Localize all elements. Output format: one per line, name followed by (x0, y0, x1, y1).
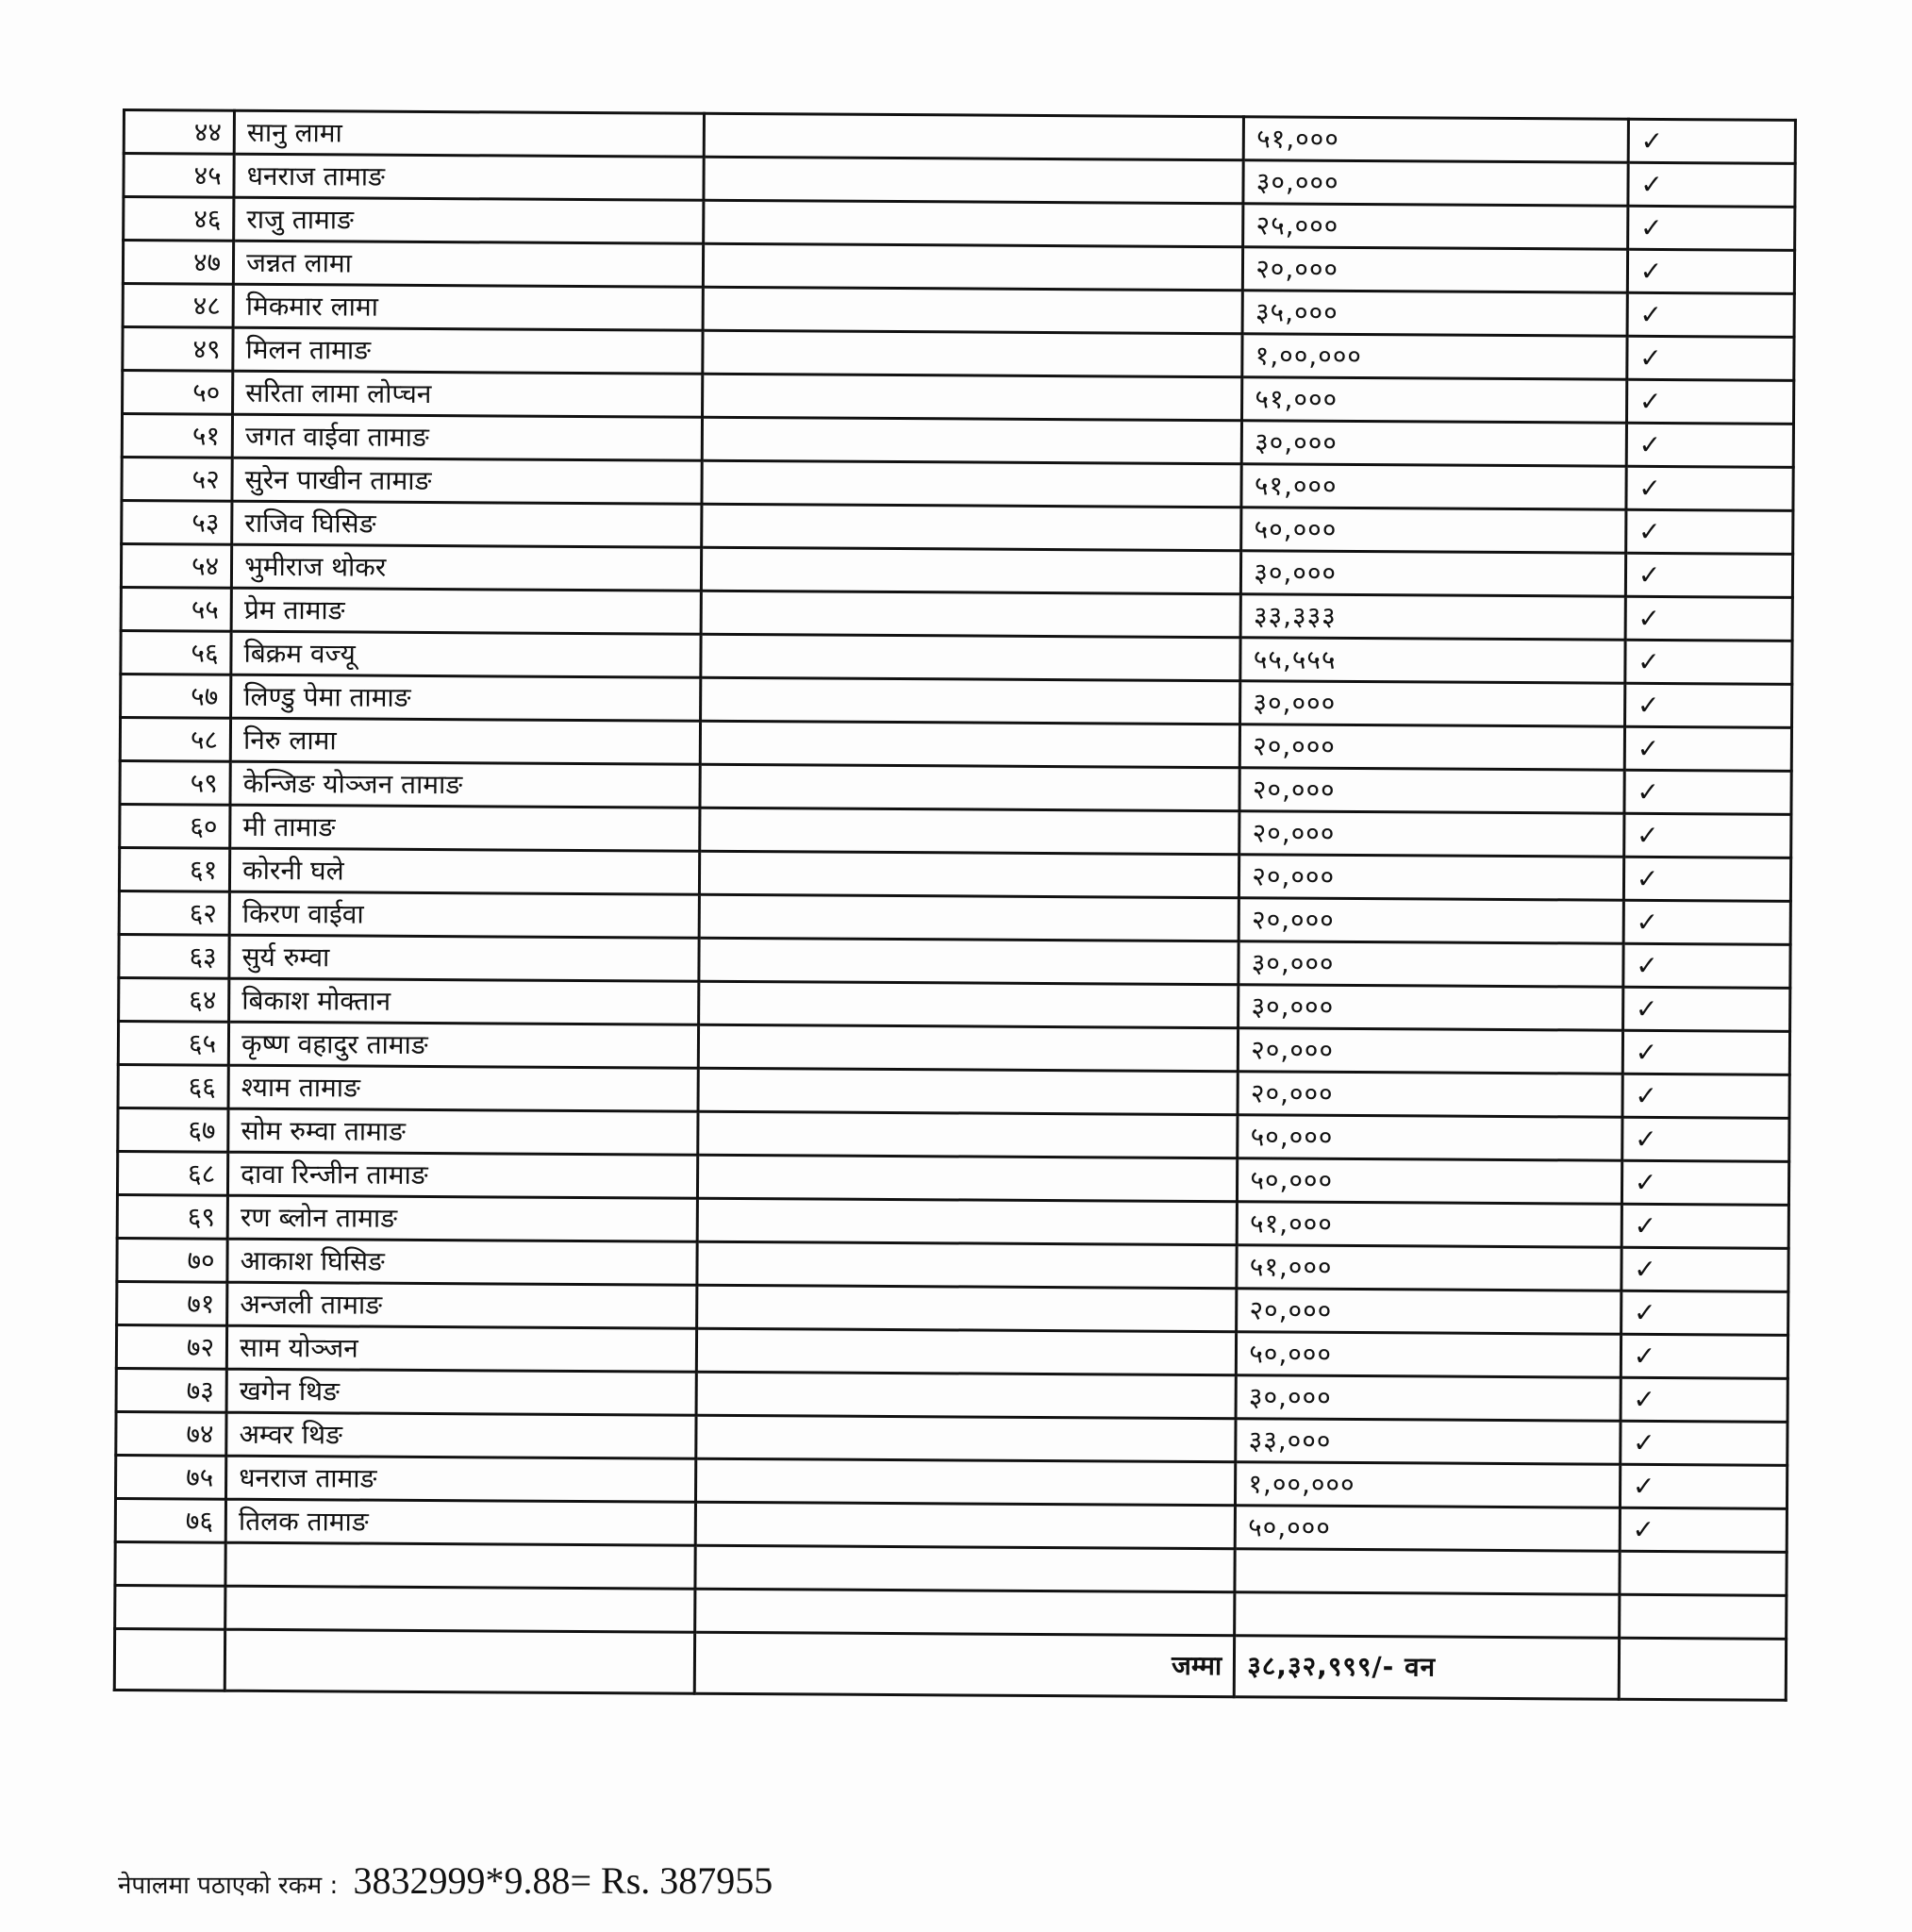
serial-number: ५५ (121, 587, 231, 631)
amount: २०,००० (1239, 1028, 1623, 1074)
blank-cell (704, 157, 1244, 203)
amount: ५०,००० (1238, 1158, 1622, 1204)
donor-name: दावा रिन्जीन तामाङ (228, 1152, 698, 1198)
check-icon: ✓ (1624, 770, 1792, 814)
amount: २०,००० (1238, 1072, 1622, 1117)
amount: ३०,००० (1241, 551, 1626, 596)
donor-name: कोरनी घले (230, 848, 700, 894)
amount: २०,००० (1239, 898, 1623, 943)
blank-cell (697, 1155, 1238, 1201)
donor-name: तिलक तामाङ (225, 1499, 695, 1545)
serial-number: ५१ (122, 414, 232, 458)
amount: ३०,००० (1240, 681, 1625, 726)
serial-number: ६४ (119, 977, 229, 1022)
serial-number: ७१ (117, 1281, 227, 1325)
blank-cell (703, 243, 1243, 290)
serial-number: ६३ (119, 934, 229, 978)
serial-number: ७० (117, 1238, 227, 1282)
donor-name: मिकमार लामा (233, 284, 703, 330)
amount: २५,००० (1243, 204, 1628, 249)
blank-cell (697, 1111, 1238, 1158)
donor-name: धनराज तामाङ (226, 1456, 696, 1502)
donor-name: लिण्डु पेमा तामाङ (231, 675, 701, 721)
amount: १,००,००० (1242, 334, 1627, 379)
check-icon: ✓ (1628, 119, 1796, 163)
total-value: ३८,३२,९९९/- वन (1235, 1636, 1620, 1699)
donor-name: राजिव घिसिङ (232, 501, 702, 547)
amount: ५०,००० (1238, 1115, 1622, 1160)
amount: ५०,००० (1236, 1506, 1621, 1551)
serial-number: ७६ (115, 1498, 225, 1542)
serial-number: ६८ (117, 1151, 227, 1195)
serial-number: ७५ (115, 1455, 225, 1499)
serial-number: ६७ (118, 1108, 228, 1152)
amount: ५१,००० (1244, 117, 1629, 162)
total-label: जम्मा (694, 1632, 1235, 1696)
amount: २०,००० (1239, 811, 1624, 857)
serial-number: ५९ (120, 760, 230, 805)
check-icon: ✓ (1621, 1334, 1788, 1378)
blank-cell (702, 460, 1242, 507)
check-icon: ✓ (1620, 1464, 1787, 1508)
blank-cell (695, 1502, 1236, 1548)
check-icon: ✓ (1622, 1030, 1790, 1074)
blank-cell (699, 851, 1239, 897)
donor-name: अन्जली तामाङ (227, 1282, 697, 1328)
check-icon: ✓ (1627, 336, 1795, 380)
amount: २०,००० (1239, 855, 1624, 900)
serial-number: ४४ (124, 110, 234, 155)
serial-number: ७२ (116, 1324, 226, 1369)
check-icon: ✓ (1627, 292, 1795, 337)
donor-name: मी तामाङ (230, 805, 700, 851)
serial-number: ५३ (122, 501, 232, 545)
donor-name: जन्नत लामा (233, 241, 703, 287)
blank-cell (703, 287, 1243, 333)
serial-number: ५४ (121, 544, 231, 589)
blank-cell (695, 1415, 1236, 1461)
donor-name: जगत वाईवा तामाङ (232, 414, 702, 460)
check-icon: ✓ (1621, 1160, 1789, 1205)
table-body (115, 110, 1795, 1553)
donor-name: भुमीराज थोकर (232, 544, 702, 591)
remittance-note (118, 1858, 773, 1903)
donor-name: प्रेम तामाङ (231, 588, 701, 634)
blank-cell (698, 1068, 1239, 1114)
check-icon: ✓ (1625, 509, 1793, 554)
check-icon: ✓ (1628, 162, 1796, 207)
check-icon: ✓ (1621, 1247, 1789, 1291)
check-icon: ✓ (1622, 987, 1790, 1031)
donor-name: राजु तामाङ (234, 197, 704, 243)
serial-number: ५८ (120, 717, 230, 761)
serial-number: ७३ (116, 1368, 226, 1412)
amount: ५१,००० (1237, 1202, 1621, 1247)
amount: १,००,००० (1236, 1462, 1621, 1507)
serial-number: ६६ (118, 1064, 228, 1108)
blank-cell (696, 1372, 1237, 1418)
amount: ३०,००० (1236, 1375, 1621, 1421)
serial-number: ४९ (123, 327, 233, 372)
serial-number: ४६ (124, 197, 234, 242)
check-icon: ✓ (1621, 1377, 1788, 1422)
donor-name: सुरेन पाखीन तामाङ (232, 458, 702, 504)
blank-cell (702, 330, 1242, 376)
check-icon: ✓ (1624, 726, 1792, 771)
blank-cell (701, 547, 1241, 593)
serial-number: ६० (120, 804, 230, 848)
serial-number: ६५ (118, 1021, 228, 1065)
donor-name: खगेन थिङ (226, 1369, 696, 1415)
serial-number: ६१ (119, 847, 229, 891)
serial-number: ५२ (122, 458, 232, 502)
blank-cell (699, 894, 1239, 941)
amount: ३०,००० (1239, 941, 1623, 987)
check-icon: ✓ (1625, 596, 1793, 641)
donor-name: सुर्य रुम्वा (229, 935, 699, 981)
serial-number: ५७ (121, 674, 231, 718)
blank-cell (697, 1241, 1238, 1288)
blank-cell (695, 1458, 1236, 1505)
donor-name: रण ब्लोन तामाङ (227, 1195, 697, 1241)
check-icon: ✓ (1625, 640, 1793, 684)
amount: २०,००० (1243, 247, 1628, 292)
check-icon: ✓ (1621, 1291, 1788, 1335)
donor-name: धनराज तामाङ (234, 154, 704, 200)
check-icon: ✓ (1622, 1074, 1790, 1118)
check-icon: ✓ (1626, 379, 1794, 424)
serial-number: ७४ (116, 1411, 226, 1456)
check-icon: ✓ (1627, 206, 1795, 250)
amount: ५०,००० (1241, 508, 1626, 553)
amount: ५१,००० (1242, 377, 1627, 423)
serial-number: ६९ (117, 1194, 227, 1239)
amount: ३३,००० (1236, 1419, 1621, 1464)
blank-cell (696, 1328, 1237, 1374)
blank-cell (703, 200, 1243, 246)
check-icon: ✓ (1623, 900, 1791, 944)
amount: ५१,००० (1241, 464, 1626, 509)
donor-name: सोम रुम्वा तामाङ (228, 1108, 698, 1155)
amount: ३३,३३३ (1240, 594, 1625, 640)
blank-cell (700, 677, 1240, 724)
amount: २०,००० (1237, 1289, 1621, 1334)
donor-name: आकाश घिसिङ (227, 1239, 697, 1285)
blank-cell (701, 591, 1241, 637)
check-icon: ✓ (1621, 1421, 1788, 1465)
total-row (114, 1628, 1786, 1700)
donor-name: केन्जिङ योञ्जन तामाङ (230, 761, 700, 808)
check-icon: ✓ (1623, 813, 1791, 858)
donor-name: साम योञ्जन (226, 1325, 696, 1372)
check-icon: ✓ (1620, 1507, 1787, 1552)
blank-cell (702, 374, 1242, 420)
check-icon: ✓ (1625, 553, 1793, 597)
serial-number: ४५ (124, 154, 234, 198)
amount: ५५,५५५ (1240, 638, 1625, 683)
remittance-label: नेपालमा पठाएको रकम : (118, 1872, 339, 1900)
blank-cell (698, 1024, 1239, 1071)
donor-name: सानु लामा (234, 110, 704, 157)
serial-number: ५६ (121, 630, 231, 675)
serial-number: ६२ (119, 891, 229, 935)
check-icon: ✓ (1623, 857, 1791, 901)
blank-cell (697, 1198, 1238, 1244)
amount: ५१,००० (1237, 1245, 1621, 1291)
donor-name: किरण वाईवा (229, 891, 699, 938)
blank-cell (701, 504, 1241, 550)
serial-number: ५० (123, 371, 233, 415)
blank-cell (704, 113, 1244, 159)
donor-name: श्याम तामाङ (228, 1065, 698, 1111)
check-icon: ✓ (1624, 683, 1792, 727)
amount: २०,००० (1240, 724, 1625, 770)
blank-cell (700, 764, 1240, 810)
amount: ३०,००० (1242, 421, 1627, 466)
amount: ३०,००० (1243, 160, 1628, 206)
amount: ३०,००० (1239, 985, 1623, 1030)
check-icon: ✓ (1626, 423, 1794, 467)
amount: ३५,००० (1242, 291, 1627, 336)
serial-number: ४७ (123, 241, 233, 285)
check-icon: ✓ (1627, 249, 1795, 293)
donor-name: निरु लामा (230, 718, 700, 764)
check-icon: ✓ (1621, 1117, 1789, 1161)
amount: ५०,००० (1237, 1332, 1621, 1377)
check-icon: ✓ (1623, 943, 1791, 988)
donor-name: बिक्रम वज्यू (231, 631, 701, 677)
blank-cell (700, 634, 1240, 680)
donor-name: बिकाश मोक्तान (229, 978, 699, 1024)
donation-table (113, 108, 1797, 1702)
blank-cell (698, 981, 1239, 1027)
blank-cell (696, 1285, 1237, 1331)
blank-cell (699, 938, 1239, 984)
donor-name: कृष्ण वहादुर तामाङ (228, 1022, 698, 1068)
blank-cell (700, 721, 1240, 767)
donor-name: सरिता लामा लोप्चन (233, 371, 703, 417)
donor-name: मिलन तामाङ (233, 327, 703, 374)
check-icon: ✓ (1626, 466, 1794, 510)
serial-number: ४८ (123, 284, 233, 328)
blank-cell (702, 417, 1242, 463)
amount: २०,००० (1239, 768, 1624, 813)
donor-name: अम्वर थिङ (226, 1412, 696, 1458)
blank-cell (699, 808, 1239, 854)
remittance-calculation: 3832999*9.88= Rs. 387955 (353, 1859, 773, 1902)
check-icon: ✓ (1621, 1204, 1789, 1248)
